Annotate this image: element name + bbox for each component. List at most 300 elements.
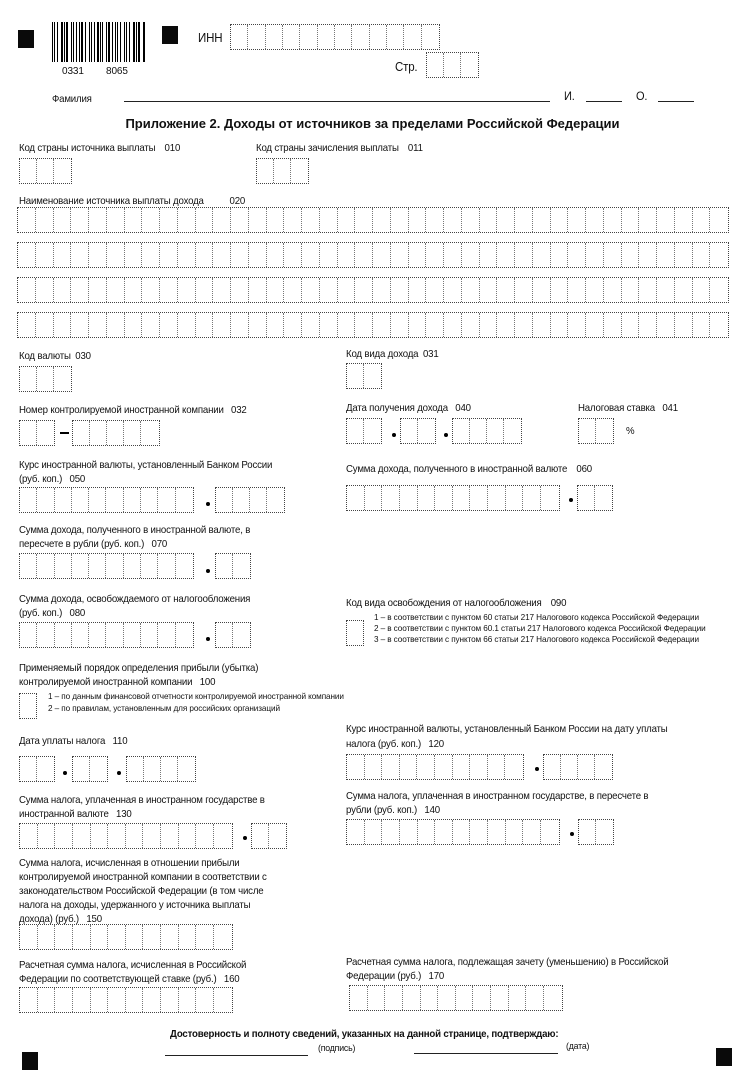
- input-cell[interactable]: [249, 208, 267, 232]
- input-cell[interactable]: [125, 243, 143, 267]
- input-cell[interactable]: [108, 925, 126, 949]
- input-cell[interactable]: [178, 208, 196, 232]
- field-150-input[interactable]: [19, 924, 233, 950]
- input-cell[interactable]: [90, 421, 107, 445]
- input-cell[interactable]: [73, 421, 90, 445]
- input-cell[interactable]: [391, 313, 409, 337]
- input-cell[interactable]: [89, 623, 106, 647]
- input-cell[interactable]: [142, 208, 160, 232]
- input-cell[interactable]: [515, 278, 533, 302]
- field-020-input-row-2[interactable]: [17, 242, 729, 268]
- input-cell[interactable]: [461, 53, 478, 77]
- input-cell[interactable]: [505, 755, 523, 779]
- input-cell[interactable]: [462, 313, 480, 337]
- input-cell[interactable]: [141, 421, 158, 445]
- input-cell[interactable]: [320, 208, 338, 232]
- input-cell[interactable]: [462, 243, 480, 267]
- input-cell[interactable]: [586, 243, 604, 267]
- input-cell[interactable]: [20, 367, 37, 391]
- name-initial-input[interactable]: [586, 101, 622, 102]
- input-cell[interactable]: [55, 925, 73, 949]
- input-cell[interactable]: [233, 554, 250, 578]
- input-cell[interactable]: [657, 243, 675, 267]
- input-cell[interactable]: [497, 243, 515, 267]
- input-cell[interactable]: [487, 419, 504, 443]
- input-cell[interactable]: [533, 313, 551, 337]
- input-cell[interactable]: [257, 159, 274, 183]
- input-cell[interactable]: [108, 988, 126, 1012]
- input-cell[interactable]: [176, 554, 193, 578]
- input-cell[interactable]: [335, 25, 352, 49]
- input-cell[interactable]: [20, 694, 36, 718]
- input-cell[interactable]: [526, 986, 544, 1010]
- input-cell[interactable]: [178, 313, 196, 337]
- input-cell[interactable]: [36, 243, 54, 267]
- input-cell[interactable]: [435, 755, 453, 779]
- input-cell[interactable]: [338, 278, 356, 302]
- input-cell[interactable]: [320, 278, 338, 302]
- field-040-month-input[interactable]: [400, 418, 436, 444]
- input-cell[interactable]: [18, 243, 36, 267]
- input-cell[interactable]: [568, 208, 586, 232]
- input-cell[interactable]: [578, 486, 595, 510]
- input-cell[interactable]: [551, 313, 569, 337]
- input-cell[interactable]: [435, 820, 453, 844]
- input-cell[interactable]: [36, 313, 54, 337]
- input-cell[interactable]: [178, 278, 196, 302]
- input-cell[interactable]: [176, 488, 193, 512]
- input-cell[interactable]: [391, 243, 409, 267]
- input-cell[interactable]: [36, 278, 54, 302]
- input-cell[interactable]: [480, 208, 498, 232]
- input-cell[interactable]: [216, 554, 233, 578]
- input-cell[interactable]: [89, 208, 107, 232]
- input-cell[interactable]: [160, 313, 178, 337]
- input-cell[interactable]: [267, 488, 284, 512]
- input-cell[interactable]: [72, 488, 89, 512]
- input-cell[interactable]: [710, 278, 728, 302]
- input-cell[interactable]: [541, 486, 559, 510]
- field-160-input[interactable]: [19, 987, 233, 1013]
- input-cell[interactable]: [302, 278, 320, 302]
- input-cell[interactable]: [368, 986, 386, 1010]
- input-cell[interactable]: [73, 925, 91, 949]
- input-cell[interactable]: [107, 421, 124, 445]
- input-cell[interactable]: [480, 313, 498, 337]
- input-cell[interactable]: [54, 278, 72, 302]
- field-110-day-input[interactable]: [19, 756, 55, 782]
- input-cell[interactable]: [124, 421, 141, 445]
- input-cell[interactable]: [693, 278, 711, 302]
- input-cell[interactable]: [216, 488, 233, 512]
- input-cell[interactable]: [20, 554, 37, 578]
- input-cell[interactable]: [347, 820, 365, 844]
- input-cell[interactable]: [196, 925, 214, 949]
- input-cell[interactable]: [231, 208, 249, 232]
- input-cell[interactable]: [551, 208, 569, 232]
- input-cell[interactable]: [267, 313, 285, 337]
- input-cell[interactable]: [675, 313, 693, 337]
- input-cell[interactable]: [350, 986, 368, 1010]
- input-cell[interactable]: [470, 755, 488, 779]
- input-cell[interactable]: [504, 419, 521, 443]
- input-cell[interactable]: [421, 986, 439, 1010]
- input-cell[interactable]: [161, 757, 178, 781]
- input-cell[interactable]: [409, 313, 427, 337]
- input-cell[interactable]: [125, 208, 143, 232]
- input-cell[interactable]: [231, 313, 249, 337]
- input-cell[interactable]: [347, 755, 365, 779]
- input-cell[interactable]: [515, 208, 533, 232]
- input-cell[interactable]: [657, 208, 675, 232]
- input-cell[interactable]: [144, 757, 161, 781]
- input-cell[interactable]: [578, 755, 595, 779]
- input-cell[interactable]: [55, 488, 72, 512]
- input-cell[interactable]: [89, 488, 106, 512]
- input-cell[interactable]: [37, 554, 54, 578]
- input-cell[interactable]: [497, 208, 515, 232]
- input-cell[interactable]: [71, 208, 89, 232]
- input-cell[interactable]: [693, 243, 711, 267]
- input-cell[interactable]: [693, 313, 711, 337]
- input-cell[interactable]: [365, 820, 383, 844]
- input-cell[interactable]: [54, 243, 72, 267]
- input-cell[interactable]: [320, 313, 338, 337]
- input-cell[interactable]: [400, 486, 418, 510]
- input-cell[interactable]: [142, 313, 160, 337]
- input-cell[interactable]: [18, 278, 36, 302]
- input-cell[interactable]: [196, 208, 214, 232]
- input-cell[interactable]: [37, 159, 54, 183]
- input-cell[interactable]: [515, 243, 533, 267]
- input-cell[interactable]: [533, 243, 551, 267]
- input-cell[interactable]: [161, 988, 179, 1012]
- input-cell[interactable]: [141, 554, 158, 578]
- input-cell[interactable]: [108, 824, 126, 848]
- input-cell[interactable]: [196, 243, 214, 267]
- input-cell[interactable]: [178, 243, 196, 267]
- input-cell[interactable]: [160, 243, 178, 267]
- input-cell[interactable]: [426, 243, 444, 267]
- input-cell[interactable]: [216, 623, 233, 647]
- input-cell[interactable]: [37, 757, 54, 781]
- input-cell[interactable]: [401, 419, 418, 443]
- field-032-input-part-1[interactable]: [19, 420, 55, 446]
- input-cell[interactable]: [89, 243, 107, 267]
- input-cell[interactable]: [385, 986, 403, 1010]
- input-cell[interactable]: [568, 313, 586, 337]
- input-cell[interactable]: [462, 208, 480, 232]
- input-cell[interactable]: [142, 278, 160, 302]
- input-cell[interactable]: [196, 824, 214, 848]
- input-cell[interactable]: [506, 820, 524, 844]
- input-cell[interactable]: [267, 278, 285, 302]
- input-cell[interactable]: [284, 208, 302, 232]
- input-cell[interactable]: [320, 243, 338, 267]
- input-cell[interactable]: [391, 208, 409, 232]
- input-cell[interactable]: [382, 486, 400, 510]
- input-cell[interactable]: [417, 755, 435, 779]
- input-cell[interactable]: [347, 364, 364, 388]
- input-cell[interactable]: [38, 988, 56, 1012]
- input-cell[interactable]: [196, 313, 214, 337]
- field-080-rubles-input[interactable]: [19, 622, 194, 648]
- input-cell[interactable]: [418, 419, 435, 443]
- input-cell[interactable]: [89, 554, 106, 578]
- input-cell[interactable]: [586, 313, 604, 337]
- field-050-kopecks-input[interactable]: [215, 487, 285, 513]
- input-cell[interactable]: [509, 986, 527, 1010]
- input-cell[interactable]: [38, 925, 56, 949]
- input-cell[interactable]: [355, 243, 373, 267]
- input-cell[interactable]: [124, 623, 141, 647]
- input-cell[interactable]: [274, 159, 291, 183]
- field-090-input[interactable]: [346, 620, 364, 646]
- input-cell[interactable]: [579, 820, 596, 844]
- input-cell[interactable]: [470, 820, 488, 844]
- field-010-input[interactable]: [19, 158, 72, 184]
- input-cell[interactable]: [473, 986, 491, 1010]
- input-cell[interactable]: [106, 623, 123, 647]
- input-cell[interactable]: [161, 824, 179, 848]
- field-100-input[interactable]: [19, 693, 37, 719]
- input-cell[interactable]: [418, 820, 436, 844]
- input-cell[interactable]: [71, 313, 89, 337]
- input-cell[interactable]: [365, 755, 383, 779]
- input-cell[interactable]: [438, 986, 456, 1010]
- input-cell[interactable]: [403, 986, 421, 1010]
- input-cell[interactable]: [373, 278, 391, 302]
- input-cell[interactable]: [373, 313, 391, 337]
- input-cell[interactable]: [37, 421, 54, 445]
- input-cell[interactable]: [250, 488, 267, 512]
- input-cell[interactable]: [444, 53, 461, 77]
- input-cell[interactable]: [710, 243, 728, 267]
- input-cell[interactable]: [20, 421, 37, 445]
- input-cell[interactable]: [127, 757, 144, 781]
- input-cell[interactable]: [73, 988, 91, 1012]
- input-cell[interactable]: [596, 419, 613, 443]
- input-cell[interactable]: [657, 278, 675, 302]
- input-cell[interactable]: [55, 824, 73, 848]
- input-cell[interactable]: [249, 243, 267, 267]
- input-cell[interactable]: [38, 824, 56, 848]
- input-cell[interactable]: [657, 313, 675, 337]
- input-cell[interactable]: [36, 208, 54, 232]
- input-cell[interactable]: [233, 488, 250, 512]
- input-cell[interactable]: [422, 25, 439, 49]
- input-cell[interactable]: [107, 313, 125, 337]
- input-cell[interactable]: [595, 755, 612, 779]
- input-cell[interactable]: [523, 820, 541, 844]
- input-cell[interactable]: [426, 208, 444, 232]
- input-cell[interactable]: [214, 824, 232, 848]
- input-cell[interactable]: [453, 486, 471, 510]
- input-cell[interactable]: [551, 243, 569, 267]
- input-cell[interactable]: [143, 824, 161, 848]
- input-cell[interactable]: [586, 278, 604, 302]
- input-cell[interactable]: [233, 623, 250, 647]
- input-cell[interactable]: [355, 208, 373, 232]
- field-070-kopecks-input[interactable]: [215, 553, 251, 579]
- input-cell[interactable]: [20, 159, 37, 183]
- input-cell[interactable]: [382, 820, 400, 844]
- input-cell[interactable]: [364, 419, 381, 443]
- input-cell[interactable]: [338, 313, 356, 337]
- field-110-month-input[interactable]: [72, 756, 108, 782]
- input-cell[interactable]: [444, 313, 462, 337]
- input-cell[interactable]: [249, 278, 267, 302]
- input-cell[interactable]: [176, 623, 193, 647]
- input-cell[interactable]: [426, 278, 444, 302]
- input-cell[interactable]: [586, 208, 604, 232]
- field-032-input-part-2[interactable]: [72, 420, 160, 446]
- input-cell[interactable]: [213, 278, 231, 302]
- input-cell[interactable]: [497, 278, 515, 302]
- input-cell[interactable]: [89, 278, 107, 302]
- input-cell[interactable]: [248, 25, 265, 49]
- input-cell[interactable]: [178, 757, 195, 781]
- input-cell[interactable]: [20, 488, 37, 512]
- input-cell[interactable]: [196, 988, 214, 1012]
- input-cell[interactable]: [409, 278, 427, 302]
- input-cell[interactable]: [544, 986, 562, 1010]
- field-140-kopecks-input[interactable]: [578, 819, 614, 845]
- date-input[interactable]: [414, 1053, 558, 1054]
- input-cell[interactable]: [488, 755, 506, 779]
- input-cell[interactable]: [20, 988, 38, 1012]
- input-cell[interactable]: [284, 243, 302, 267]
- input-cell[interactable]: [89, 313, 107, 337]
- input-cell[interactable]: [533, 278, 551, 302]
- input-cell[interactable]: [20, 757, 37, 781]
- input-cell[interactable]: [444, 278, 462, 302]
- input-cell[interactable]: [37, 488, 54, 512]
- input-cell[interactable]: [622, 208, 640, 232]
- input-cell[interactable]: [488, 820, 506, 844]
- input-cell[interactable]: [54, 159, 71, 183]
- input-cell[interactable]: [54, 367, 71, 391]
- field-020-input-row-4[interactable]: [17, 312, 729, 338]
- input-cell[interactable]: [72, 554, 89, 578]
- input-cell[interactable]: [142, 243, 160, 267]
- input-cell[interactable]: [387, 25, 404, 49]
- input-cell[interactable]: [213, 313, 231, 337]
- input-cell[interactable]: [675, 208, 693, 232]
- input-cell[interactable]: [382, 755, 400, 779]
- input-cell[interactable]: [639, 313, 657, 337]
- input-cell[interactable]: [488, 486, 506, 510]
- input-cell[interactable]: [595, 486, 612, 510]
- input-cell[interactable]: [126, 824, 144, 848]
- input-cell[interactable]: [338, 243, 356, 267]
- input-cell[interactable]: [470, 419, 487, 443]
- field-110-year-input[interactable]: [126, 756, 196, 782]
- input-cell[interactable]: [158, 488, 175, 512]
- input-cell[interactable]: [55, 554, 72, 578]
- input-cell[interactable]: [231, 278, 249, 302]
- input-cell[interactable]: [462, 278, 480, 302]
- inn-input[interactable]: [230, 24, 440, 50]
- input-cell[interactable]: [604, 208, 622, 232]
- surname-input[interactable]: [124, 101, 550, 102]
- input-cell[interactable]: [267, 208, 285, 232]
- input-cell[interactable]: [54, 208, 72, 232]
- input-cell[interactable]: [106, 554, 123, 578]
- input-cell[interactable]: [693, 208, 711, 232]
- input-cell[interactable]: [91, 824, 109, 848]
- input-cell[interactable]: [249, 313, 267, 337]
- input-cell[interactable]: [533, 208, 551, 232]
- field-050-rubles-input[interactable]: [19, 487, 194, 513]
- field-020-input-row-3[interactable]: [17, 277, 729, 303]
- input-cell[interactable]: [141, 488, 158, 512]
- input-cell[interactable]: [107, 208, 125, 232]
- input-cell[interactable]: [125, 278, 143, 302]
- input-cell[interactable]: [400, 820, 418, 844]
- input-cell[interactable]: [710, 313, 728, 337]
- input-cell[interactable]: [506, 486, 524, 510]
- input-cell[interactable]: [160, 208, 178, 232]
- input-cell[interactable]: [453, 755, 471, 779]
- input-cell[interactable]: [143, 988, 161, 1012]
- field-140-rubles-input[interactable]: [346, 819, 560, 845]
- field-040-day-input[interactable]: [346, 418, 382, 444]
- input-cell[interactable]: [18, 313, 36, 337]
- input-cell[interactable]: [161, 925, 179, 949]
- field-130-rubles-input[interactable]: [19, 823, 233, 849]
- input-cell[interactable]: [179, 925, 197, 949]
- input-cell[interactable]: [596, 820, 613, 844]
- input-cell[interactable]: [20, 925, 38, 949]
- input-cell[interactable]: [125, 313, 143, 337]
- field-170-input[interactable]: [349, 985, 563, 1011]
- input-cell[interactable]: [124, 554, 141, 578]
- input-cell[interactable]: [213, 243, 231, 267]
- input-cell[interactable]: [300, 25, 317, 49]
- input-cell[interactable]: [604, 278, 622, 302]
- input-cell[interactable]: [231, 243, 249, 267]
- input-cell[interactable]: [568, 278, 586, 302]
- input-cell[interactable]: [427, 53, 444, 77]
- input-cell[interactable]: [54, 313, 72, 337]
- input-cell[interactable]: [214, 925, 232, 949]
- input-cell[interactable]: [160, 278, 178, 302]
- input-cell[interactable]: [675, 243, 693, 267]
- input-cell[interactable]: [73, 824, 91, 848]
- input-cell[interactable]: [373, 243, 391, 267]
- input-cell[interactable]: [338, 208, 356, 232]
- field-060-rubles-input[interactable]: [346, 485, 560, 511]
- input-cell[interactable]: [544, 755, 561, 779]
- field-040-year-input[interactable]: [452, 418, 522, 444]
- input-cell[interactable]: [639, 278, 657, 302]
- input-cell[interactable]: [355, 313, 373, 337]
- input-cell[interactable]: [158, 554, 175, 578]
- input-cell[interactable]: [497, 313, 515, 337]
- input-cell[interactable]: [55, 623, 72, 647]
- field-060-kopecks-input[interactable]: [577, 485, 613, 511]
- input-cell[interactable]: [453, 419, 470, 443]
- input-cell[interactable]: [73, 757, 90, 781]
- input-cell[interactable]: [126, 925, 144, 949]
- input-cell[interactable]: [252, 824, 269, 848]
- field-041-input[interactable]: [578, 418, 614, 444]
- input-cell[interactable]: [20, 623, 37, 647]
- input-cell[interactable]: [37, 623, 54, 647]
- input-cell[interactable]: [124, 488, 141, 512]
- input-cell[interactable]: [444, 208, 462, 232]
